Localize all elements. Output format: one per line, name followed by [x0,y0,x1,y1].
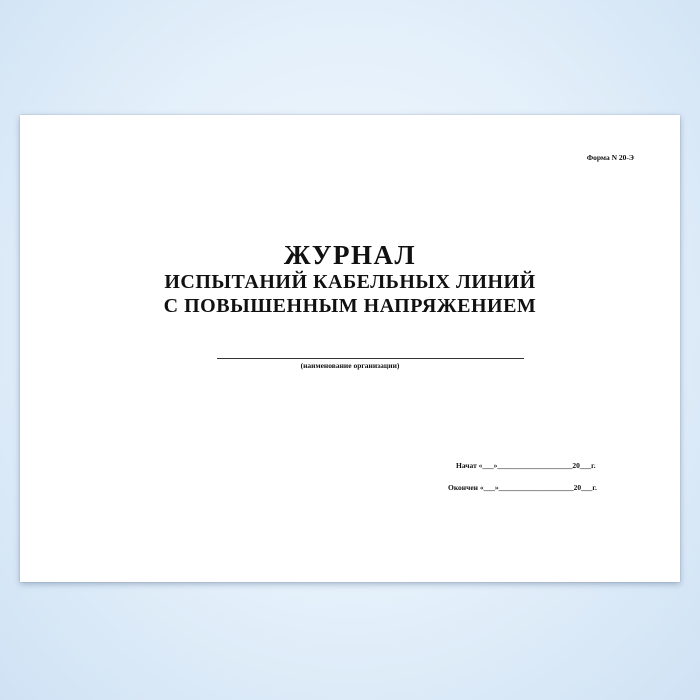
started-date-line: Начат «___»____________________20___г. [456,461,596,470]
journal-subtitle-line-2: С ПОВЫШЕННЫМ НАПРЯЖЕНИЕМ [163,295,537,317]
journal-subtitle-line-1: ИСПЫТАНИЙ КАБЕЛЬНЫХ ЛИНИЙ [164,271,536,293]
journal-title: ЖУРНАЛ [283,240,417,270]
form-number: Форма N 20-Э [586,153,634,162]
organization-caption: (наименование организации) [300,361,400,370]
journal-cover-sheet [20,115,680,582]
title-block [20,240,680,318]
finished-date-line: Окончен «___»____________________20___г. [448,483,597,492]
organization-name-line [217,358,524,359]
